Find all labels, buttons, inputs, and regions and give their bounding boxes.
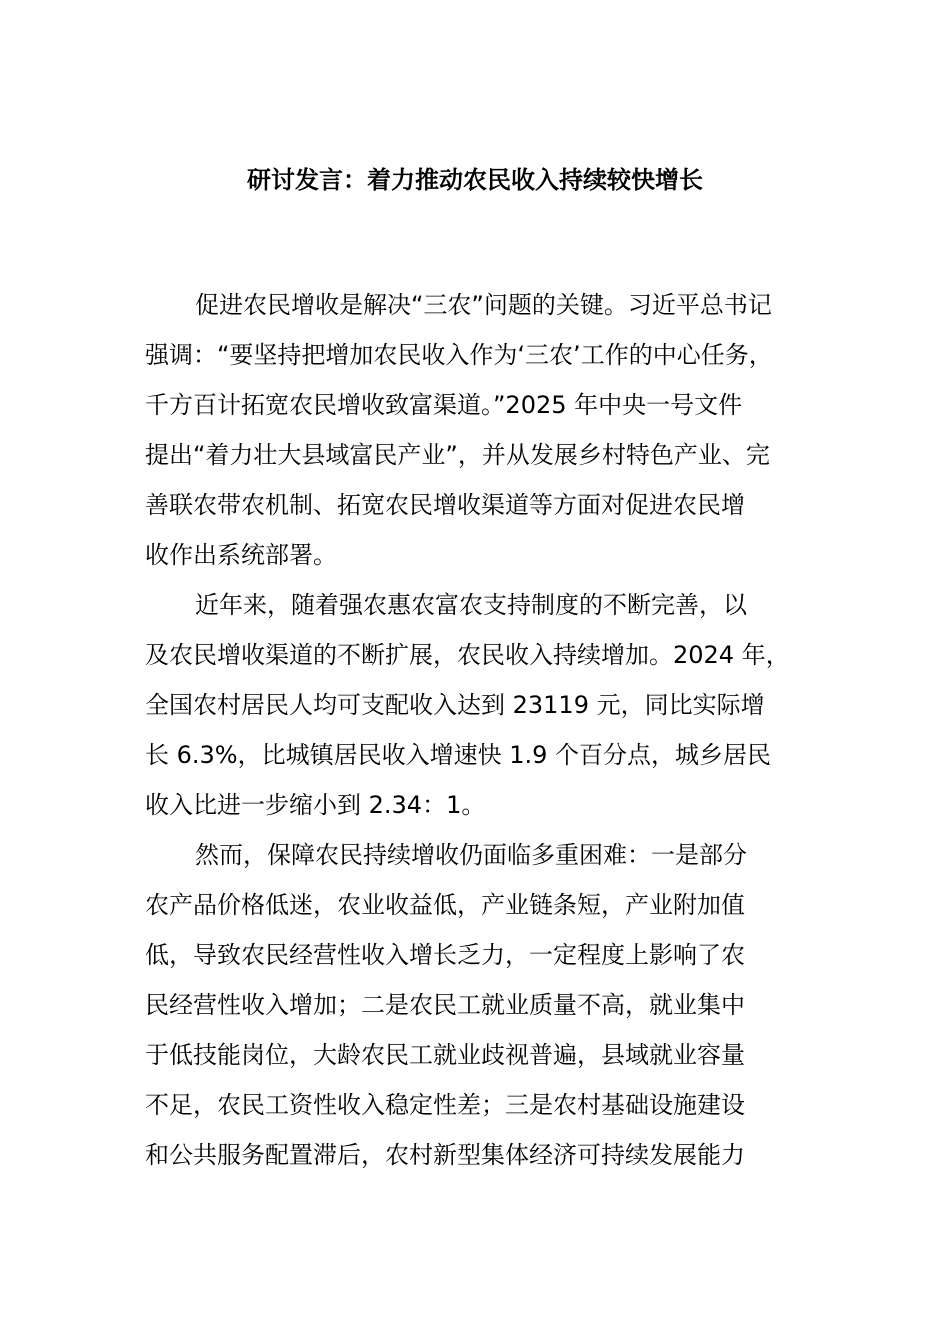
text-line: 千方百计拓宽农民增收致富渠道。”2025 年中央一号文件 xyxy=(145,391,743,419)
text-line: 全国农村居民人均可支配收入达到 23119 元，同比实际增 xyxy=(145,691,765,719)
text-line: 近年来，随着强农惠农富农支持制度的不断完善，以 xyxy=(195,591,747,619)
paragraph-2 xyxy=(145,580,805,830)
paragraph-1 xyxy=(145,280,805,580)
text-line: 及农民增收渠道的不断扩展，农民收入持续增加。2024 年， xyxy=(145,641,790,669)
text-line: 和公共服务配置滞后，农村新型集体经济可持续发展能力 xyxy=(145,1141,745,1169)
text-line: 收入比进一步缩小到 2.34：1。 xyxy=(145,791,486,819)
text-line: 民经营性收入增加；二是农民工就业质量不高，就业集中 xyxy=(145,991,745,1019)
text-line: 提出“着力壮大县域富民产业”，并从发展乡村特色产业、完 xyxy=(145,441,770,469)
document-body xyxy=(145,280,805,1180)
document-title: 研讨发言：着力推动农民收入持续较快增长 xyxy=(247,166,703,194)
text-line: 善联农带农机制、拓宽农民增收渠道等方面对促进农民增 xyxy=(145,491,745,519)
text-line: 低，导致农民经营性收入增长乏力，一定程度上影响了农 xyxy=(145,941,745,969)
text-line: 然而，保障农民持续增收仍面临多重困难：一是部分 xyxy=(195,841,747,869)
text-line: 于低技能岗位，大龄农民工就业歧视普遍，县域就业容量 xyxy=(145,1041,745,1069)
text-line: 强调：“要坚持把增加农民收入作为‘三农’工作的中心任务， xyxy=(145,341,773,369)
text-line: 收作出系统部署。 xyxy=(145,541,337,569)
text-line: 不足，农民工资性收入稳定性差；三是农村基础设施建设 xyxy=(145,1091,745,1119)
text-line: 促进农民增收是解决“三农”问题的关键。习近平总书记 xyxy=(195,291,772,319)
text-line: 长 6.3%，比城镇居民收入增速快 1.9 个百分点，城乡居民 xyxy=(145,741,772,769)
text-line: 农产品价格低迷，农业收益低，产业链条短，产业附加值 xyxy=(145,891,745,919)
paragraph-3 xyxy=(145,830,805,1180)
